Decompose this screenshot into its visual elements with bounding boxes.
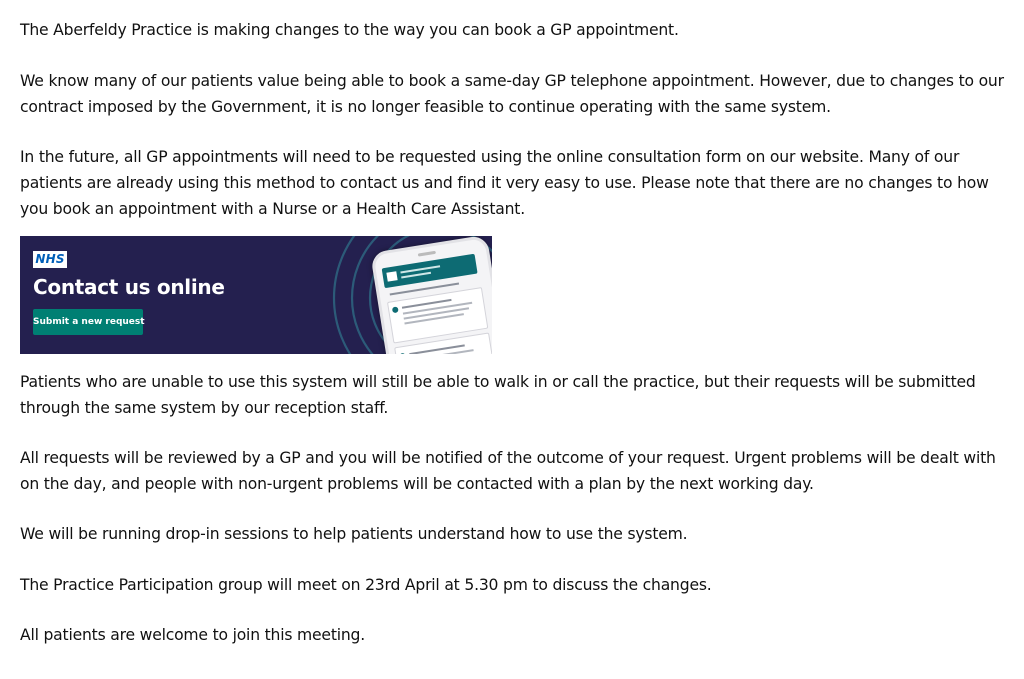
header-text-line [400, 265, 440, 273]
online-form-paragraph: In the future, all GP appointments will need to be requested using the online consultation form on our website. Many of our patients are already using this method to contact us and find it very easy to use. Please note that there are no changes to how you book an appointment with a Nurse or a Health Care Assistant. [20, 148, 989, 218]
welcome-paragraph: All patients are welcome to join this meeting. [20, 626, 366, 644]
meeting-paragraph: The Practice Participation group will meet on 23rd April at 5.30 pm to discuss the changes. [20, 576, 712, 594]
unable-to-use-paragraph: Patients who are unable to use this system will still be able to walk in or call the practice, but their requests will be submitted through the same system by our reception staff. [20, 373, 976, 417]
contact-us-online-banner[interactable] [20, 236, 492, 354]
intro-paragraph: The Aberfeldy Practice is making changes to the way you can book a GP appointment. [20, 21, 679, 39]
same-day-paragraph: We know many of our patients value being able to book a same-day GP telephone appointment. However, due to changes to our contract imposed by the Government, it is no longer feasible to continue operating with the same system. [20, 72, 1004, 116]
phone-notch [418, 251, 436, 257]
mini-nhs-logo-icon [386, 271, 397, 281]
header-text-line [401, 272, 431, 279]
banner-title: Contact us online [33, 275, 225, 299]
phone-mockup-image [370, 236, 492, 354]
nhs-logo: NHS [33, 251, 67, 268]
phone-app-header [382, 254, 478, 288]
drop-in-paragraph: We will be running drop-in sessions to help patients understand how to use the system. [20, 525, 688, 543]
submit-request-button[interactable]: Submit a new request [33, 309, 143, 335]
review-paragraph: All requests will be reviewed by a GP and you will be notified of the outcome of your request. Urgent problems will be dealt with on the day, and people with non-urgent problems will be contacted with a plan by the next working day. [20, 449, 996, 493]
